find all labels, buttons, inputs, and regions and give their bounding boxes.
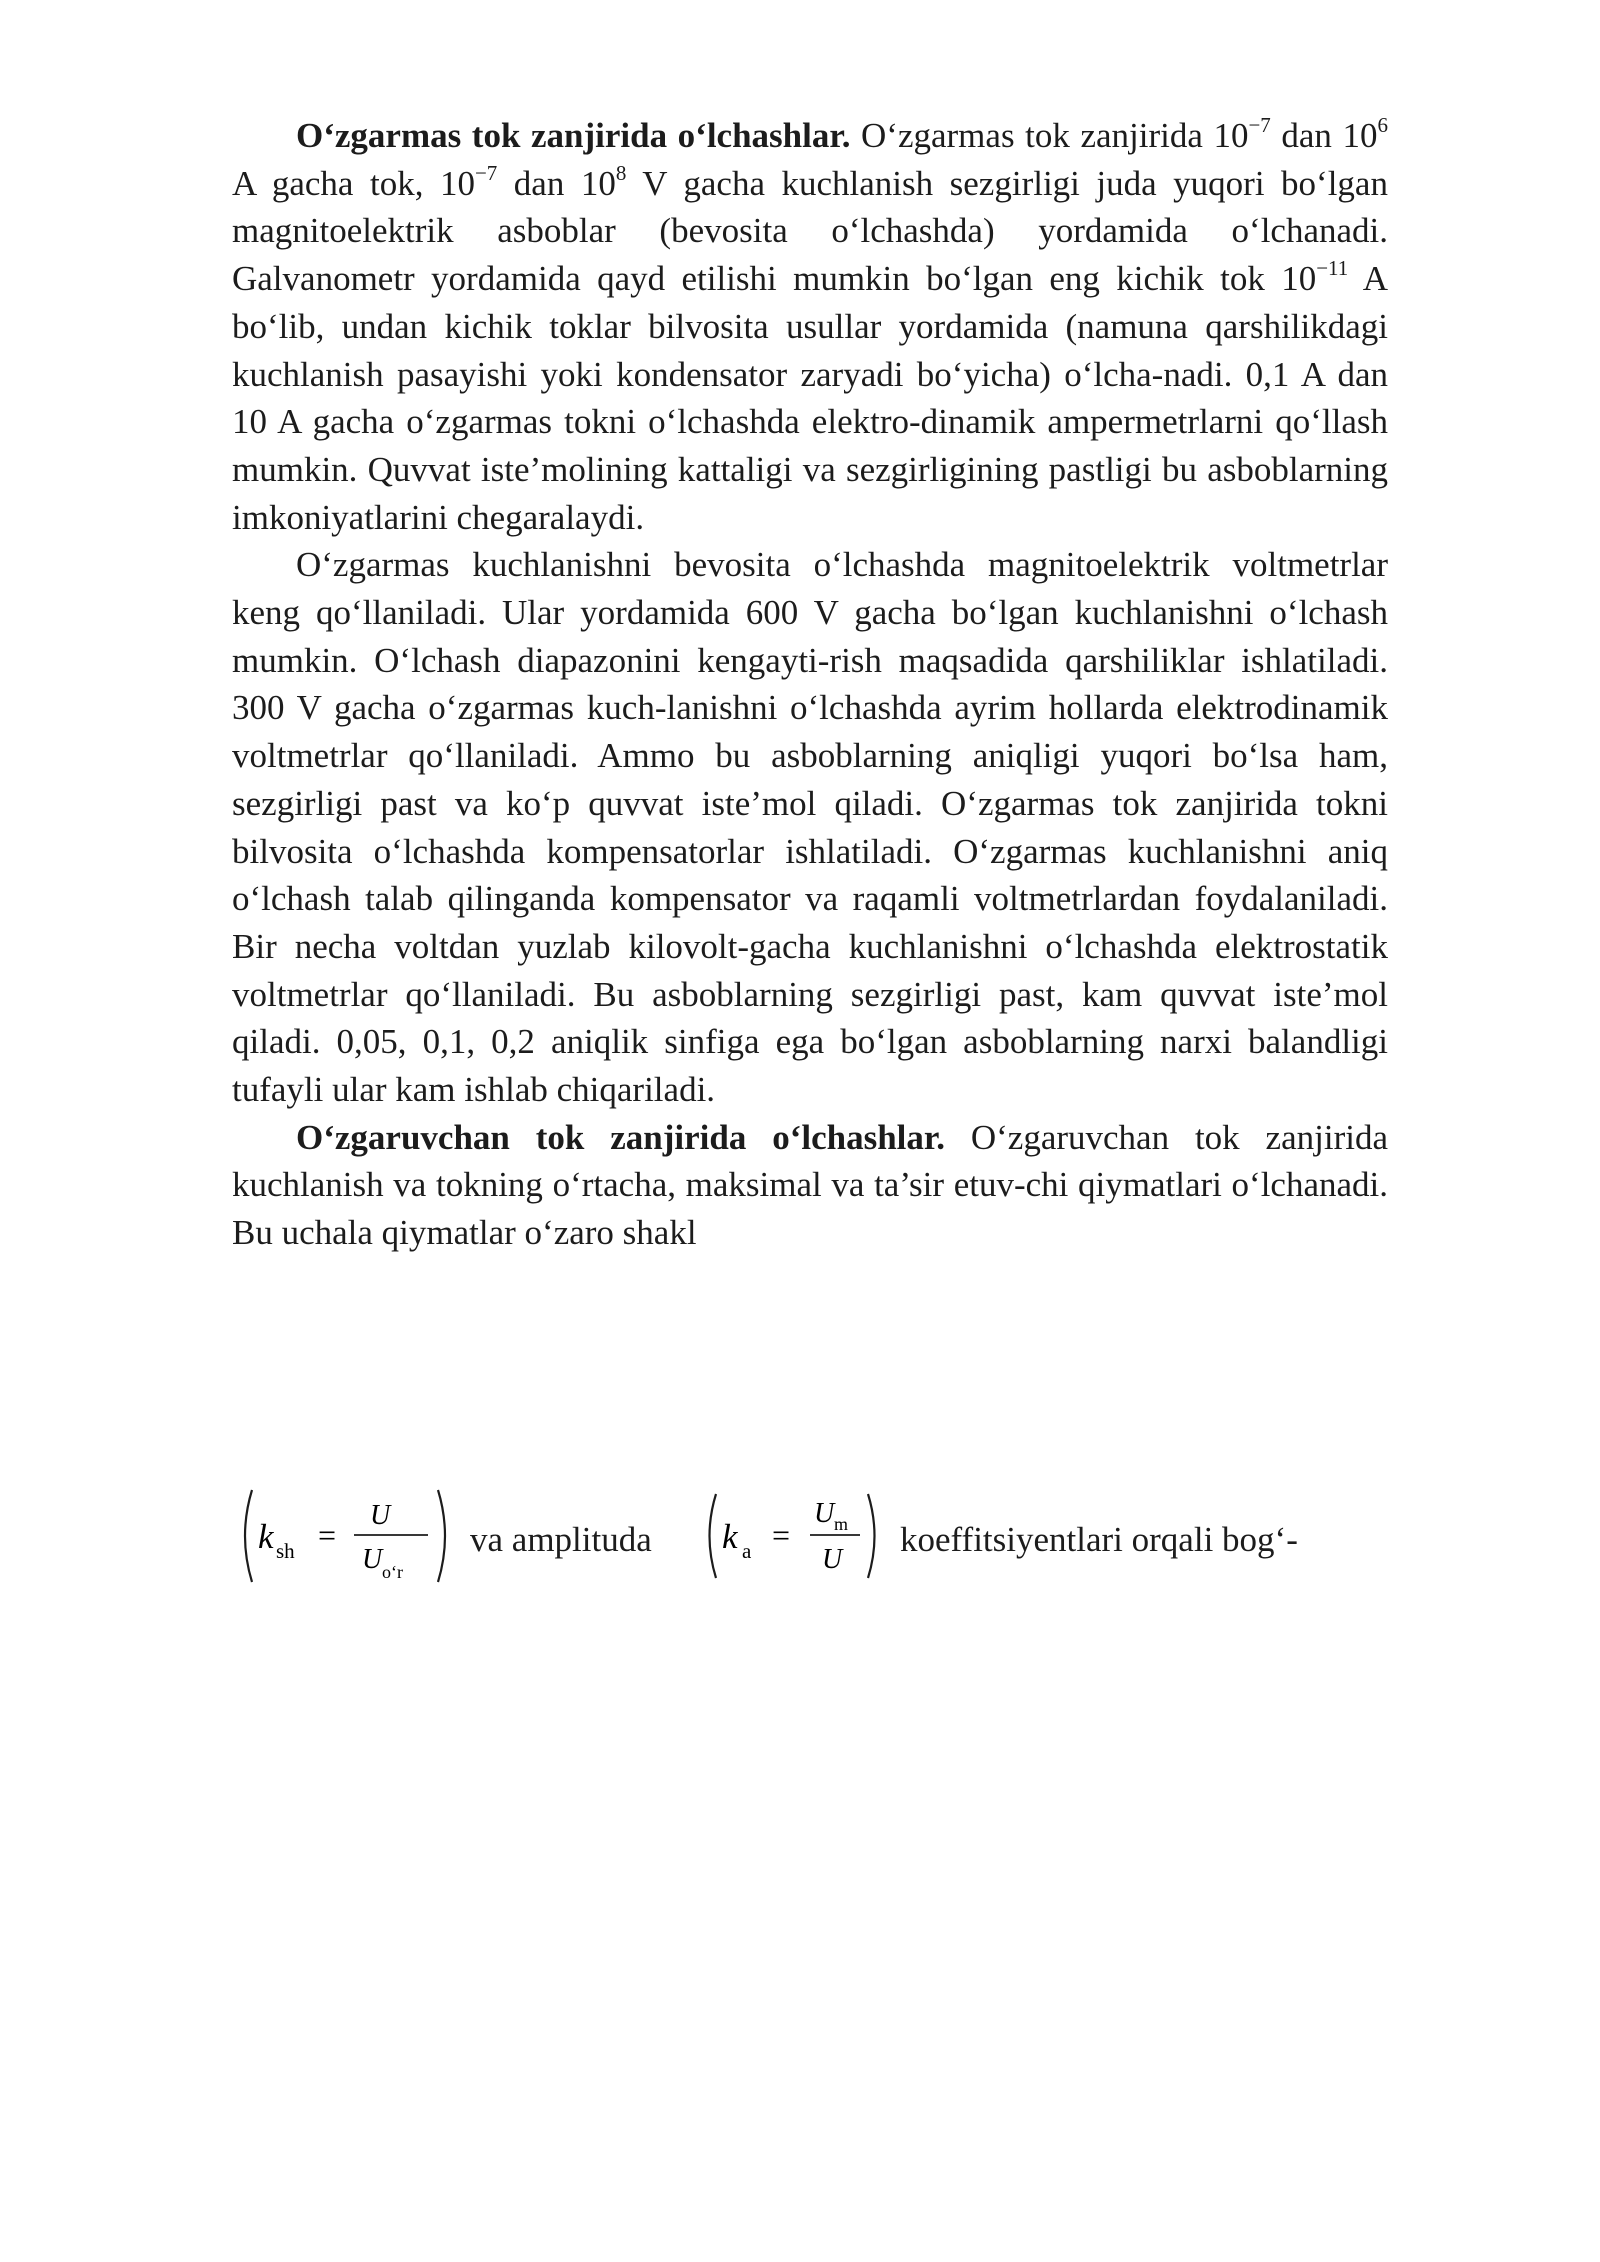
f1-k-sub: sh (276, 1539, 295, 1563)
paren-left (710, 1494, 717, 1578)
exponent: 8 (615, 161, 627, 186)
f1-eq: = (318, 1517, 337, 1553)
f2-k-sub: a (742, 1539, 752, 1563)
text-run: O‘zgaruvchan tok zanjirida kuchlanish va tokning o‘rtacha, maksimal va ta’sir etuv-chi qiymatlari o‘lchanadi. Bu uchala qiymatlar o‘zaro shakl (232, 1117, 1388, 1253)
f1-num: U (370, 1500, 391, 1531)
exponent: −7 (1248, 113, 1271, 138)
paren-right (438, 1490, 445, 1582)
text-run: A bo‘lib, undan kichik toklar bilvosita usullar yordamida (namuna qarshilikdagi kuchlanish pasayishi yoki kondensator zaryadi bo‘yicha) o‘lcha-nadi. 0,1 A dan 10 A gacha o‘zgarmas tokni o‘lchashda elektro-dinamik ampermetrlarni qo‘llash mumkin. Quvvat iste’molining kattaligi va sezgirligining pastligi bu asboblarning imkoniyatlarini chegaralaydi. (232, 259, 1388, 537)
formula-text-middle: va amplituda (470, 1520, 652, 1559)
f2-den: U (822, 1544, 843, 1575)
f1-k: k (258, 1517, 274, 1556)
f1-den: U (362, 1544, 383, 1575)
text-run: dan 10 (497, 163, 616, 203)
exponent: −11 (1316, 256, 1349, 281)
formula-text-end: koeffitsiyentlari orqali bog‘- (900, 1520, 1298, 1559)
paragraph-dc-measurement (232, 112, 1388, 541)
formula-line (232, 1482, 1388, 1602)
f2-k: k (722, 1517, 738, 1556)
exponent: 6 (1377, 113, 1388, 138)
paragraph-ac-measurement (232, 1114, 1388, 1257)
paren-left (245, 1490, 252, 1582)
text-run: A gacha tok, 10 (232, 163, 475, 203)
section-heading-dc: O‘zgarmas tok zanjirida o‘lchashlar. (296, 116, 851, 155)
text-run: dan 10 (1270, 116, 1378, 155)
f2-num-sub: m (834, 1514, 849, 1534)
f1-den-sub: o‘r (382, 1562, 403, 1582)
paragraph-dc-voltage: O‘zgarmas kuchlanishni bevosita o‘lchashda magnitoelektrik voltmetrlar keng qo‘llaniladi. Ular yordamida 600 V gacha bo‘lgan kuchlanishni o‘lchash mumkin. O‘lchash diapazonini kengayti-rish maqsadida qarshiliklar ishlatiladi. 300 V gacha o‘zgarmas kuch-lanishni o‘lchashda ayrim hollarda elektrodinamik voltmetrlar qo‘llaniladi. Ammo bu asboblarning aniqligi yuqori bo‘lsa ham, sezgirligi past va ko‘p quvvat iste’mol qiladi. O‘zgarmas tok zanjirida tokni bilvosita o‘lchashda kompensatorlar ishlatiladi. O‘zgarmas kuchlanishni aniq o‘lchash talab qilinganda kompensator va raqamli voltmetrlardan foydalaniladi. Bir necha voltdan yuzlab kilovolt-gacha kuchlanishni o‘lchashda elektrostatik voltmetrlar qo‘llaniladi. Bu asboblarning sezgirligi past, kam quvvat iste’mol qiladi. 0,05, 0,1, 0,2 aniqlik sinfiga ega bo‘lgan asboblarning narxi balandligi tufayli ular kam ishlab chiqariladi. (232, 545, 1388, 1110)
f2-eq: = (772, 1517, 791, 1553)
exponent: −7 (474, 161, 498, 186)
text-run: V gacha kuchlanish sezgirligi juda yuqori bo‘lgan magnitoelektrik asboblar (bevosita o‘lchashda) yordamida o‘lchanadi. Galvanometr yordamida qayd etilishi mumkin bo‘lgan eng kichik tok 10 (232, 163, 1388, 299)
paren-right (868, 1494, 875, 1578)
text-run: O‘zgarmas tok zanjirida 10 (850, 116, 1249, 155)
document-page (232, 112, 1388, 1582)
section-heading-ac: O‘zgaruvchan tok zanjirida o‘lchashlar. (296, 1117, 945, 1157)
f2-num: U (814, 1498, 835, 1529)
